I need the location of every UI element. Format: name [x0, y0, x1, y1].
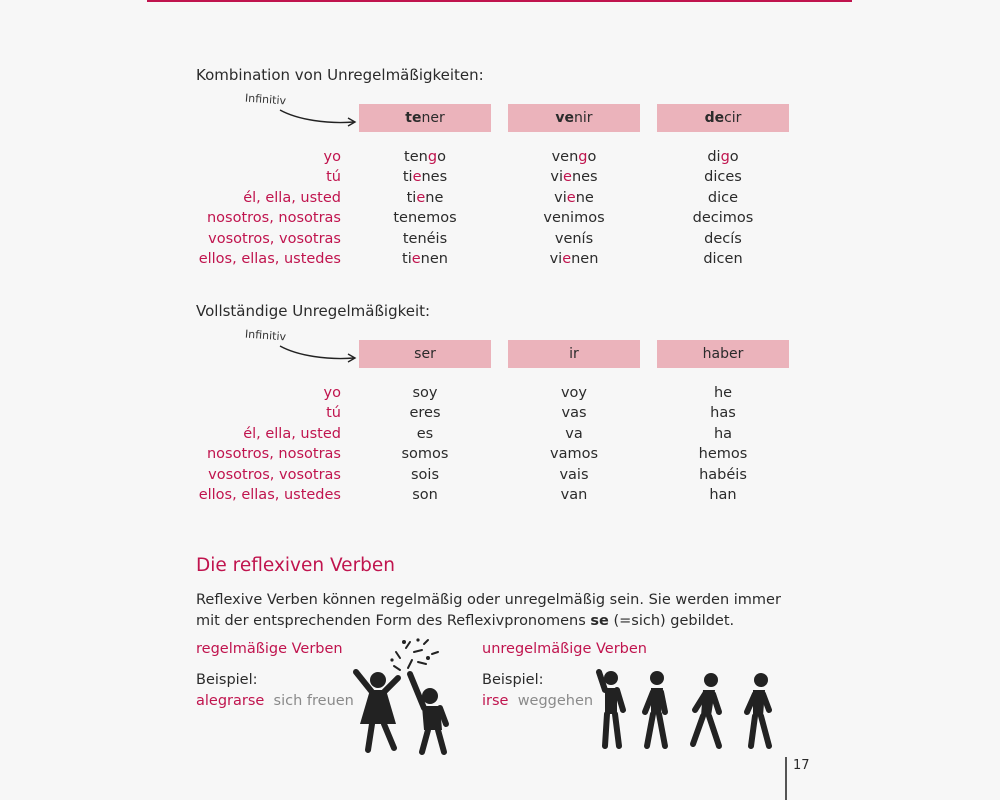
reflexive-title: Die reflexiven Verben: [196, 555, 396, 576]
celebration-icon: [348, 638, 470, 756]
form-decir-5: dicen: [703, 251, 743, 267]
s2-pronoun-5: ellos, ellas, ustedes: [198, 487, 341, 503]
verb-venir-part: ve: [555, 110, 575, 126]
verb-header-ser: ser: [359, 340, 491, 368]
form-ir-1: vas: [561, 405, 587, 421]
form-tener-4: tenéis: [402, 231, 448, 247]
form-ir-3: vamos: [549, 446, 599, 462]
form-ir-2: va: [565, 426, 583, 442]
form-haber-2: ha: [713, 426, 733, 442]
form-ser-4: sois: [410, 467, 439, 483]
walking-away-icon: [595, 668, 775, 750]
section2-heading: Vollständige Unregelmäßigkeit:: [196, 302, 431, 320]
example-gloss-sich-freuen: sich freuen: [273, 693, 354, 709]
form-venir-3: venimos: [543, 210, 605, 226]
top-rule: [147, 0, 852, 2]
infinitiv-arrow-2: [278, 340, 360, 364]
form-ir-4: vais: [559, 467, 589, 483]
reflexive-paragraph: [196, 590, 796, 632]
form-decir-0: digo: [707, 149, 739, 165]
verb-header-ir: ir: [508, 340, 640, 368]
infinitiv-note-2: Infinitiv: [244, 327, 287, 344]
verb-decir-part: de: [704, 110, 725, 126]
form-ser-3: somos: [401, 446, 449, 462]
s2-pronoun-2: él, ella, usted: [243, 426, 341, 442]
s1-pronoun-1: tú: [326, 169, 341, 185]
form-decir-2: dice: [707, 190, 739, 206]
s1-pronoun-3: nosotros, nosotras: [206, 210, 341, 226]
s2-pronoun-3: nosotros, nosotras: [206, 446, 341, 462]
form-tener-5: tienen: [402, 251, 448, 267]
verb-tener-part: te: [405, 110, 422, 126]
form-haber-0: he: [713, 385, 733, 401]
para-bold-se: se: [590, 613, 609, 629]
regular-example: [196, 693, 354, 709]
form-tener-3: tenemos: [393, 210, 457, 226]
form-tener-2: tiene: [406, 190, 444, 206]
form-ir-0: voy: [560, 385, 588, 401]
s1-pronoun-2: él, ella, usted: [243, 190, 341, 206]
form-venir-2: viene: [554, 190, 594, 206]
form-venir-0: vengo: [551, 149, 597, 165]
regular-verbs-title: regelmäßige Verben: [196, 641, 343, 657]
s1-pronoun-0: yo: [323, 149, 341, 165]
form-haber-5: han: [709, 487, 737, 503]
example-verb-irse: irse: [482, 693, 509, 709]
infinitiv-arrow-1: [278, 104, 360, 128]
verb-decir-part: cir: [724, 110, 742, 126]
section1-heading: Kombination von Unregelmäßigkeiten:: [196, 66, 484, 84]
verb-header-decir: [657, 104, 789, 132]
s1-pronoun-5: ellos, ellas, ustedes: [198, 251, 341, 267]
s1-pronoun-4: vosotros, vosotras: [208, 231, 341, 247]
irregular-example: [482, 693, 593, 709]
form-haber-3: hemos: [698, 446, 748, 462]
irregular-example-label: Beispiel:: [482, 672, 544, 688]
verb-header-venir: [508, 104, 640, 132]
form-tener-0: tengo: [404, 149, 446, 165]
para-part-1: Reflexive Verben können regelmäßig oder unregelmäßig sein. Sie werden immer mit der entsprechenden Form des Reflexivpronomens: [196, 592, 781, 629]
example-gloss-weggehen: weggehen: [517, 693, 594, 709]
form-venir-5: vienen: [549, 251, 599, 267]
form-venir-1: vienes: [550, 169, 598, 185]
verb-tener-part: ner: [421, 110, 445, 126]
form-haber-4: habéis: [699, 467, 747, 483]
s2-pronoun-1: tú: [326, 405, 341, 421]
s2-pronoun-4: vosotros, vosotras: [208, 467, 341, 483]
irregular-verbs-title: unregelmäßige Verben: [482, 641, 647, 657]
verb-venir-part: nir: [574, 110, 593, 126]
para-part-2: (=sich) gebildet.: [608, 613, 735, 629]
verb-header-tener: [359, 104, 491, 132]
infinitiv-note-1: Infinitiv: [244, 91, 287, 108]
form-ser-0: soy: [412, 385, 438, 401]
form-decir-1: dices: [704, 169, 742, 185]
verb-header-haber: haber: [657, 340, 789, 368]
form-venir-4: venís: [554, 231, 594, 247]
form-ser-1: eres: [409, 405, 441, 421]
form-ser-2: es: [416, 426, 434, 442]
s2-pronoun-0: yo: [323, 385, 341, 401]
regular-example-label: Beispiel:: [196, 672, 258, 688]
form-ser-5: son: [412, 487, 438, 503]
page-number: 17: [793, 758, 810, 773]
form-ir-5: van: [560, 487, 588, 503]
form-tener-1: tienes: [402, 169, 448, 185]
form-haber-1: has: [710, 405, 736, 421]
example-verb-alegrarse: alegrarse: [196, 693, 265, 709]
form-decir-4: decís: [704, 231, 742, 247]
form-decir-3: decimos: [692, 210, 754, 226]
page-number-rule: [785, 757, 787, 800]
